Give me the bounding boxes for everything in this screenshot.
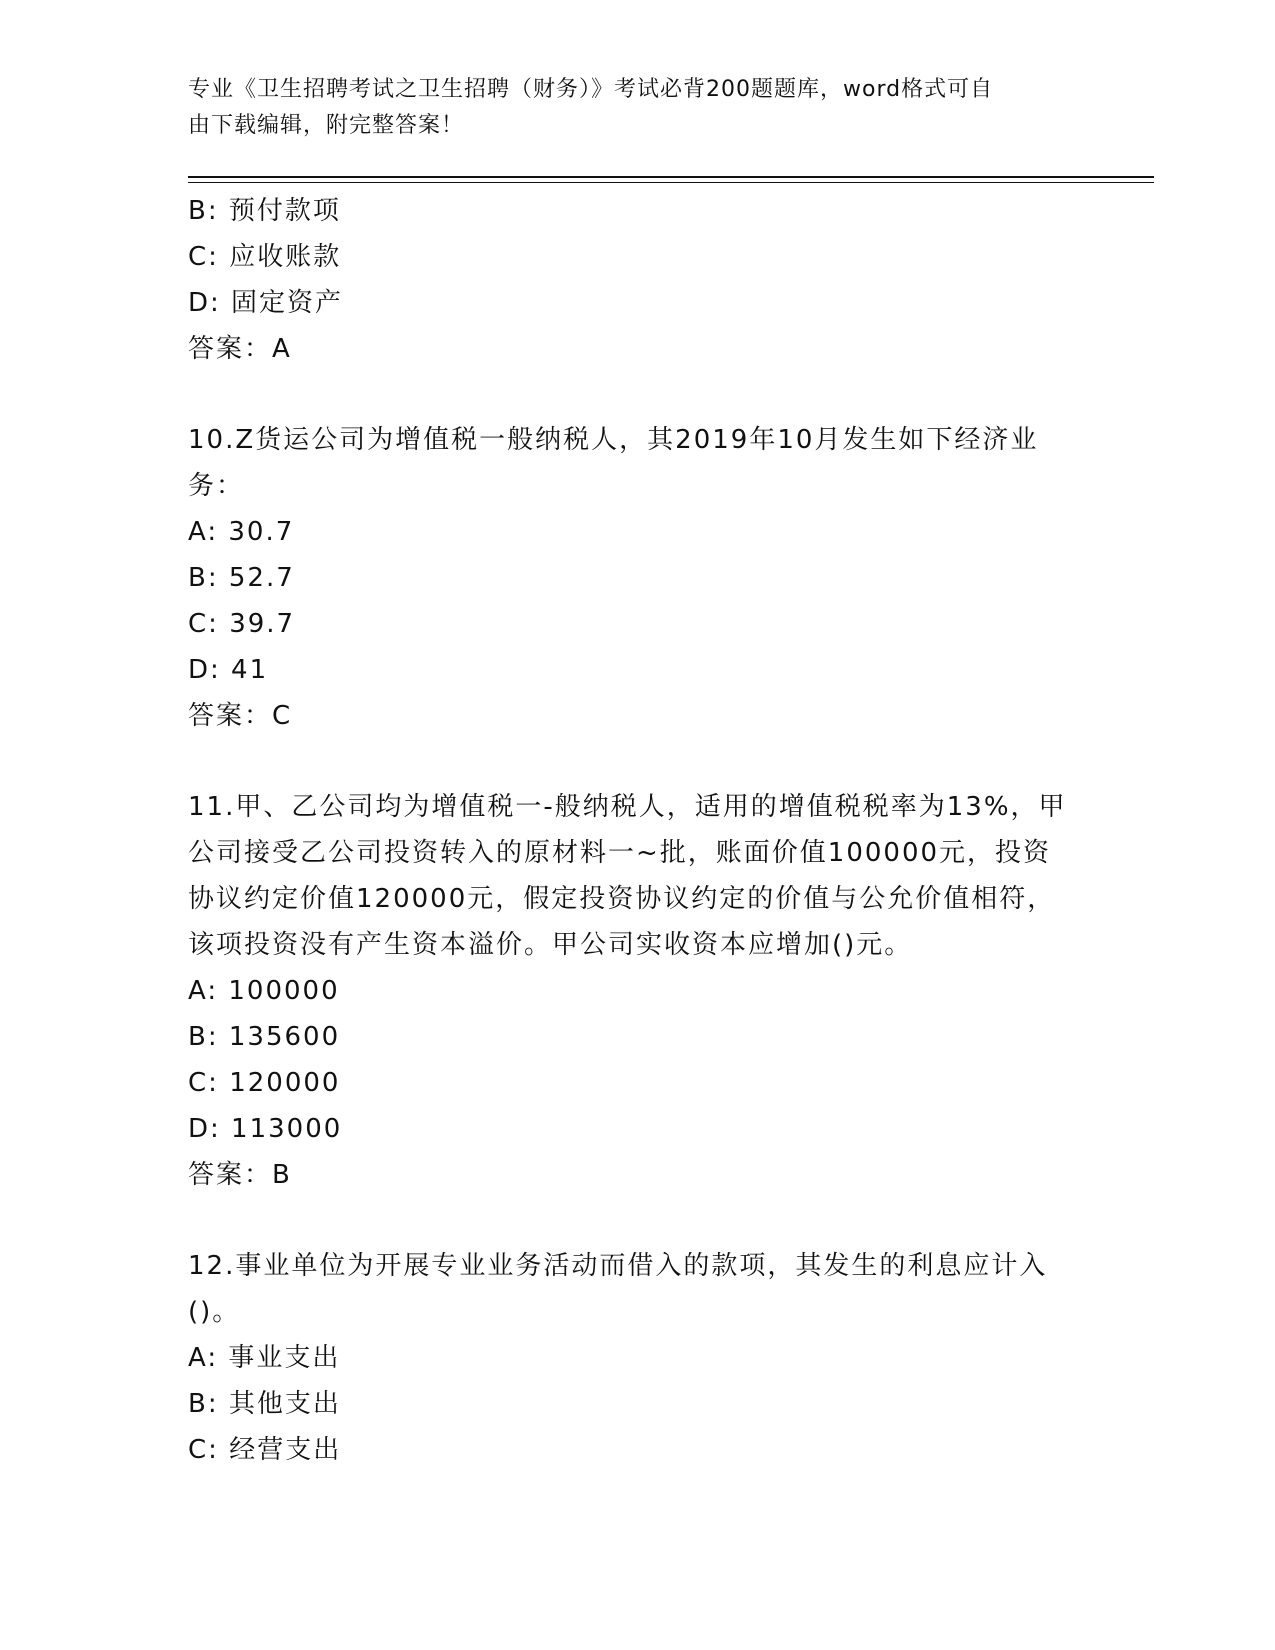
question-11 xyxy=(188,784,1088,1198)
option-text: 41 xyxy=(231,655,269,685)
option-text: 预付款项 xyxy=(228,196,341,226)
question-text-line: 10.Z货运公司为增值税一般纳税人，其2019年10月发生如下经济业 xyxy=(188,425,1039,455)
option-c xyxy=(188,601,1088,647)
answer-line: 答案：B xyxy=(188,1160,292,1190)
header-rule-thin xyxy=(188,182,1154,183)
option-b xyxy=(188,1381,1088,1427)
spacer xyxy=(188,1198,1088,1243)
option-letter: C: xyxy=(188,1435,219,1465)
option-text: 100000 xyxy=(228,976,340,1006)
option-letter: C: xyxy=(188,1068,219,1098)
option-b xyxy=(188,555,1088,601)
spacer xyxy=(188,739,1088,784)
option-letter: C: xyxy=(188,242,219,272)
option-text: 固定资产 xyxy=(231,288,344,318)
option-text: 经营支出 xyxy=(229,1435,342,1465)
option-letter: B: xyxy=(188,196,219,226)
option-b xyxy=(188,188,1088,234)
option-a xyxy=(188,968,1088,1014)
option-b xyxy=(188,1014,1088,1060)
spacer xyxy=(188,372,1088,417)
question-list xyxy=(188,188,1088,1473)
question-text-line: 11.甲、乙公司均为增值税一-般纳税人，适用的增值税税率为13%，甲 xyxy=(188,792,1067,822)
question-text-line: ()。 xyxy=(188,1297,241,1327)
option-text: 120000 xyxy=(229,1068,341,1098)
option-letter: B: xyxy=(188,1022,219,1052)
option-letter: D: xyxy=(188,1114,221,1144)
option-text: 事业支出 xyxy=(228,1343,341,1373)
option-letter: D: xyxy=(188,655,221,685)
option-c xyxy=(188,1060,1088,1106)
question-10 xyxy=(188,417,1088,739)
option-text: 39.7 xyxy=(229,609,296,639)
question-text-line: 12.事业单位为开展专业业务活动而借入的款项，其发生的利息应计入 xyxy=(188,1251,1048,1281)
header-rule-thick xyxy=(188,176,1154,178)
option-c xyxy=(188,234,1088,280)
answer-line: 答案：C xyxy=(188,701,293,731)
option-letter: C: xyxy=(188,609,219,639)
option-text: 135600 xyxy=(228,1022,341,1052)
question-text-line: 该项投资没有产生资本溢价。甲公司实收资本应增加()元。 xyxy=(188,930,913,960)
question-text-line: 公司接受乙公司投资转入的原材料一~批，账面价值100000元，投资 xyxy=(188,838,1052,868)
option-d xyxy=(188,280,1088,326)
header-line-2: 由下载编辑，附完整答案！ xyxy=(188,113,465,138)
option-a xyxy=(188,509,1088,555)
answer-line: 答案：A xyxy=(188,334,292,364)
option-letter: A: xyxy=(188,1343,219,1373)
option-letter: B: xyxy=(188,1389,219,1419)
option-text: 113000 xyxy=(231,1114,343,1144)
option-letter: D: xyxy=(188,288,221,318)
question-text-line: 务： xyxy=(188,471,245,501)
header-line-1: 专业《卫生招聘考试之卫生招聘（财务）》考试必背200题题库，word格式可自 xyxy=(188,77,994,102)
option-letter: A: xyxy=(188,976,219,1006)
document-header xyxy=(188,72,1078,144)
question-text-line: 协议约定价值120000元，假定投资协议约定的价值与公允价值相符， xyxy=(188,884,1056,914)
option-text: 30.7 xyxy=(228,517,295,547)
option-c xyxy=(188,1427,1088,1473)
option-text: 其他支出 xyxy=(228,1389,341,1419)
option-text: 52.7 xyxy=(228,563,295,593)
question-9-continuation xyxy=(188,188,1088,372)
option-a xyxy=(188,1335,1088,1381)
option-letter: A: xyxy=(188,517,219,547)
option-d xyxy=(188,1106,1088,1152)
option-text: 应收账款 xyxy=(229,242,342,272)
option-d xyxy=(188,647,1088,693)
option-letter: B: xyxy=(188,563,219,593)
question-12 xyxy=(188,1243,1088,1473)
